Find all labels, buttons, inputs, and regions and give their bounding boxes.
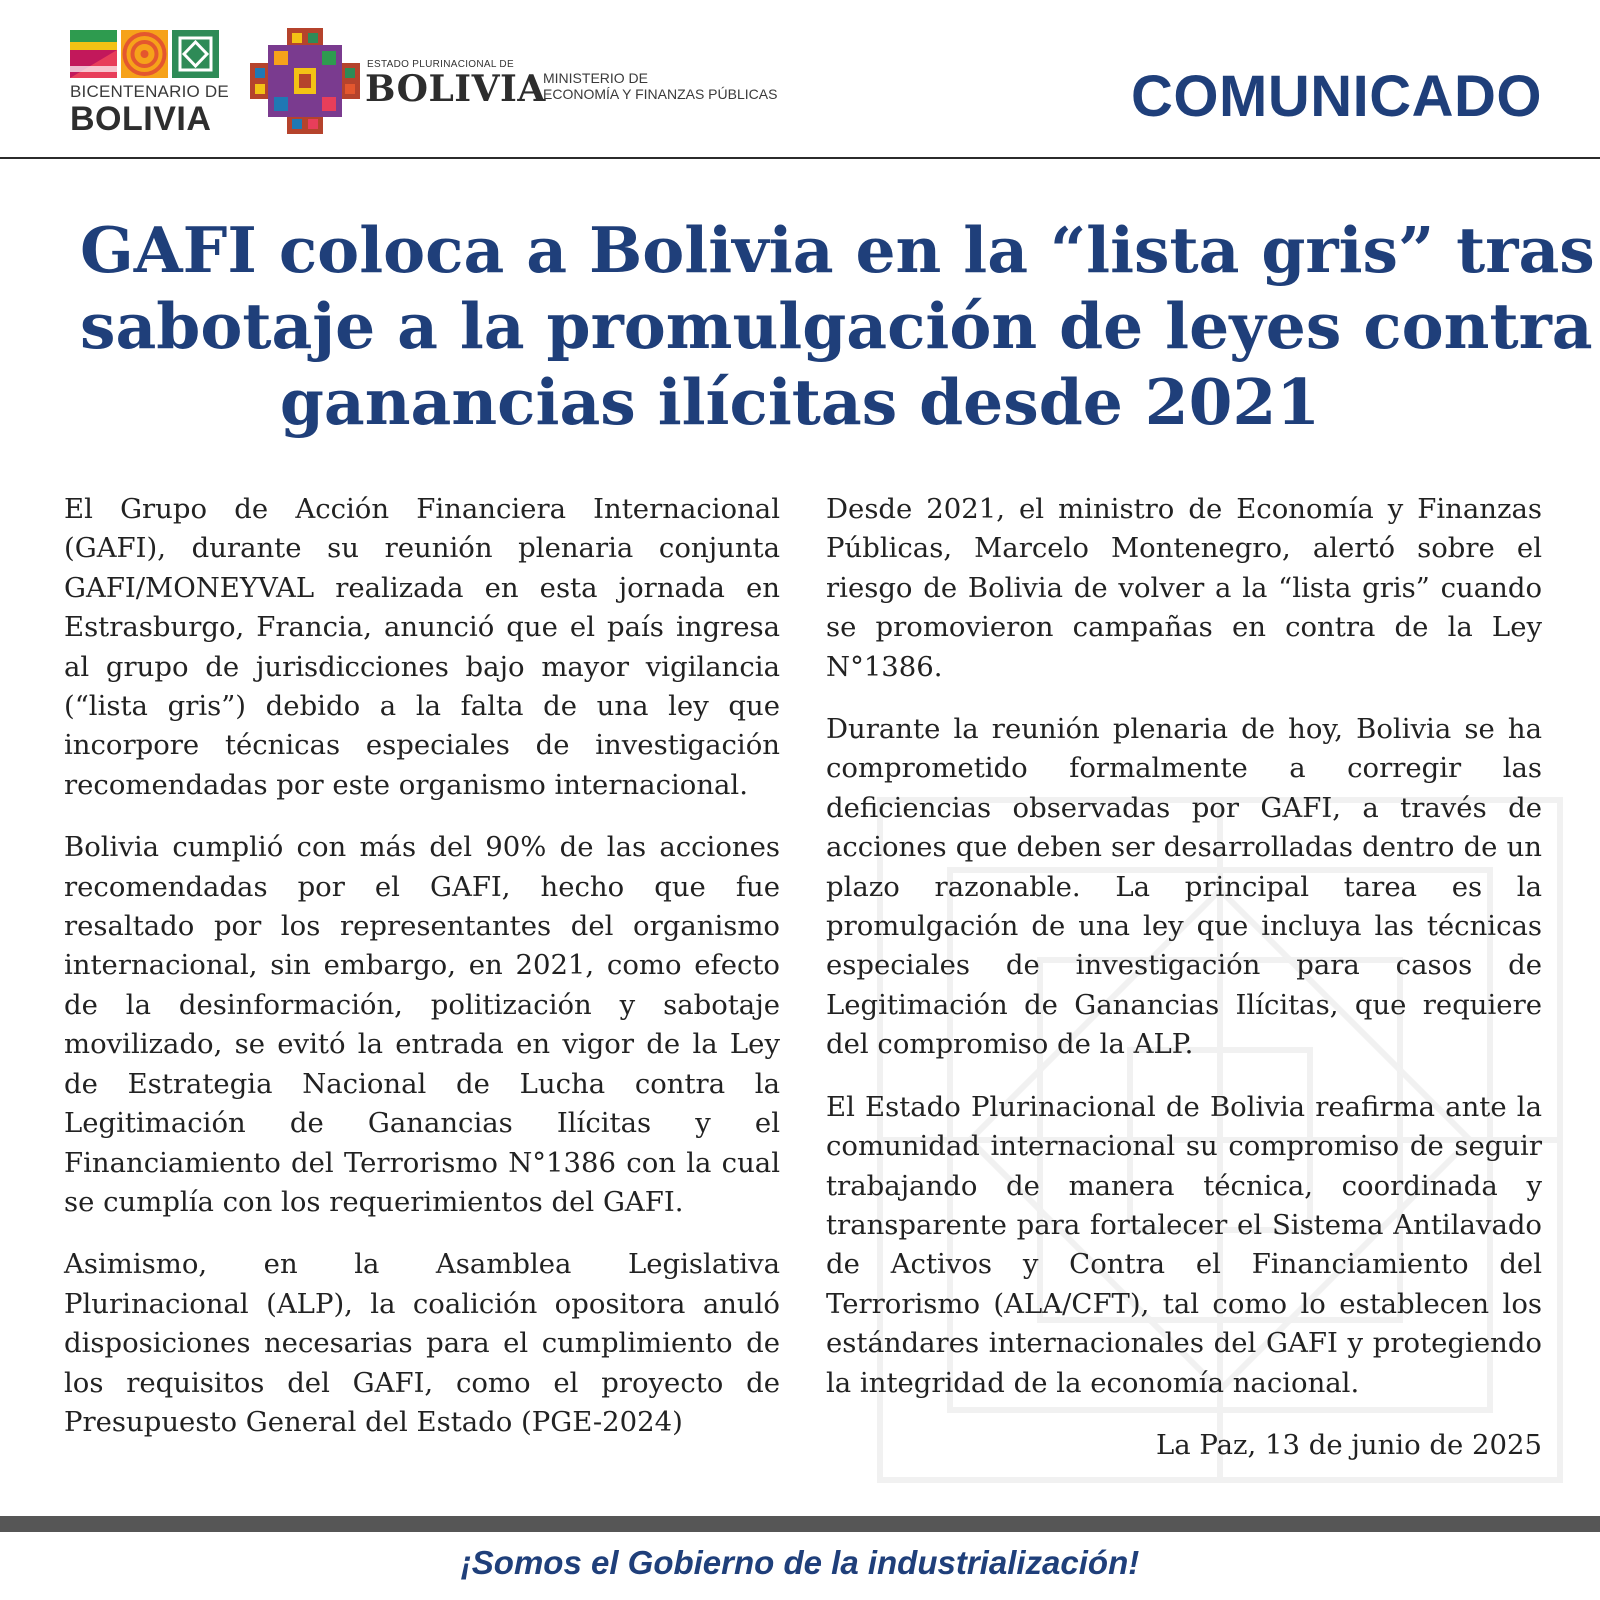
bicentenario-square-3: [172, 30, 219, 78]
paragraph: El Estado Plurinacional de Bolivia reafirma ante la comunidad internacional su compromiso de seguir trabajando de manera técnica, coordinada y transparente para fortalecer el Sistema Antilavado de Activos y Contra el Financiamiento del Terrorismo (ALA/CFT), tal como lo establecen los estándares internacionales del GAFI y protegiendo la integridad de la economía nacional.: [826, 1090, 1542, 1399]
chakana-logo-icon: [250, 28, 360, 134]
page-title: [80, 212, 1595, 440]
date-line: La Paz, 13 de junio de 2025: [1155, 1428, 1542, 1461]
bicentenario-logo: [70, 30, 230, 138]
estado-big-text: BOLIVIA: [365, 68, 546, 110]
ministerio-label: [543, 70, 777, 102]
bicentenario-square-1: [70, 30, 117, 78]
paragraph: Desde 2021, el ministro de Economía y Finanzas Públicas, Marcelo Montenegro, alertó sobre el riesgo de Bolivia de volver a la “lista gris” cuando se promovieron campañas en contra de la Ley N°1386.: [826, 493, 1542, 683]
header-divider: [0, 157, 1600, 159]
bicentenario-word: BOLIVIA: [70, 100, 212, 138]
bicentenario-square-2: [121, 30, 168, 78]
body-columns: [64, 490, 1542, 1460]
title-line-1: GAFI coloca a Bolivia en la “lista gris” tras: [80, 213, 1595, 287]
footer-bar: [0, 1516, 1600, 1532]
footer-slogan: ¡Somos el Gobierno de la industrialización!: [460, 1544, 1140, 1581]
comunicado-badge: COMUNICADO: [1131, 64, 1542, 129]
header: [0, 0, 1600, 158]
ministerio-line-1: MINISTERIO DE: [543, 70, 649, 86]
paragraph: Asimismo, en la Asamblea Legislativa Plurinacional (ALP), la coalición opositora anuló disposiciones necesarias para el cumplimiento de los requisitos del GAFI, como el proyecto de Presupuesto General del Estado (PGE-2024): [64, 1248, 780, 1438]
title-line-3: ganancias ilícitas desde 2021: [279, 365, 1321, 439]
paragraph: El Grupo de Acción Financiera Internacional (GAFI), durante su reunión plenaria conjunta GAFI/MONEYVAL realizada en esta jornada en Estrasburgo, Francia, anunció que el país ingresa al grupo de jurisdicciones bajo mayor vigilancia (“lista gris”) debido a la falta de una ley que incorpore técnicas especiales de investigación recomendadas por este organismo internacional.: [64, 493, 780, 801]
ministerio-line-2: ECONOMÍA Y FINANZAS PÚBLICAS: [543, 86, 778, 102]
bicentenario-logo-icon: [70, 30, 220, 78]
right-column: [826, 490, 1542, 1465]
estado-small-text: ESTADO PLURINACIONAL DE: [367, 59, 514, 70]
bicentenario-label: BICENTENARIO DE: [70, 82, 229, 101]
paragraph: Durante la reunión plenaria de hoy, Bolivia se ha comprometido formalmente a corregir las deficiencias observadas por GAFI, a través de acciones que deben ser desarrolladas dentro de un plazo razonable. La principal tarea es la promulgación de una ley que incluya las técnicas especiales de investigación para casos de Legitimación de Ganancias Ilícitas, que requiere del compromiso de la ALP.: [826, 713, 1542, 1061]
title-line-2: sabotaje a la promulgación de leyes contra: [80, 289, 1593, 363]
left-column: [64, 490, 780, 1465]
paragraph: Bolivia cumplió con más del 90% de las acciones recomendadas por el GAFI, hecho que fue resaltado por los representantes del organismo internacional, sin embargo, en 2021, como efecto de la desinformación, politización y sabotaje movilizado, se evitó la entrada en vigor de la Ley de Estrategia Nacional de Lucha contra la Legitimación de Ganancias Ilícitas y el Financiamiento del Terrorismo N°1386 con la cual se cumplía con los requerimientos del GAFI.: [64, 831, 780, 1218]
